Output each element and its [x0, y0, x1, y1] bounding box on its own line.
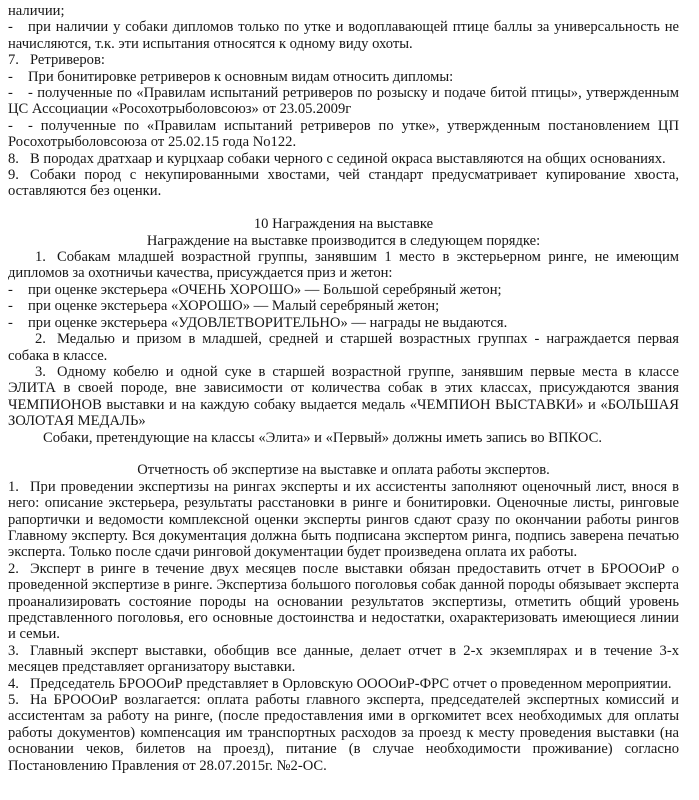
paragraph-text: При проведении экспертизы на рингах эксперты и их ассистенты заполняют оценочный лист, внося в него: описание экстерьера, результаты расстановки в ринге и бонитировки. Оценочные листы, ринговые рапортички и ведомости комплексной оценки эксперты рингов сдают сразу по окончании работы рингов Главному эксперту. Вся документация должна быть подписана экспертом ринга, подпись заверена печатью эксперта. Только после сдачи ринговой документации будет произведена оплата их работы. — [8, 478, 679, 561]
reporting-item-3 — [8, 643, 679, 676]
paragraph-text: при наличии у собаки дипломов только по утке и водоплавающей птице баллы за универсальность не начисляются, т.к. эти испытания относятся к одному виду охоты. — [8, 19, 679, 52]
paragraph-text: Главный эксперт выставки, обобщив все данные, делает отчет в 2-х экземплярах и в течение 3-х месяцев представляет организатору выставки. — [8, 642, 679, 676]
heading-text: 10 Награждения на выставке — [253, 216, 434, 233]
list-marker: 9. — [8, 167, 19, 184]
reporting-item-1 — [8, 479, 679, 561]
reporting-item-5 — [8, 692, 679, 774]
heading-text: Отчетность об экспертизе на выставке и оплата работы экспертов. — [137, 462, 550, 479]
paragraph-text: при оценке экстерьера «УДОВЛЕТВОРИТЕЛЬНО» — награды не выдаются. — [28, 314, 508, 331]
section-heading-reporting — [8, 462, 679, 478]
list-marker: - — [8, 19, 13, 36]
list-item-dash — [8, 282, 679, 298]
paragraph-text: При бонитировке ретриверов к основным видам относить дипломы: — [28, 68, 454, 85]
paragraph-text: На БРОООиР возлагается: оплата работы главного эксперта, председателей экспертных комиссий и ассистентам за работу на ринге, (после предоставления ими в оргкомитет всех необходимых для оплаты работы документов) компенсация им транспортных расходов за проезд к месту проведения выставки (на основании чеков, билетов на проезд), питание (в случае необходимости проживание) согласно Постановлению Правления от 28.07.2015г. №2-ОС. — [8, 692, 679, 774]
list-marker: - — [8, 314, 13, 331]
list-marker: - — [8, 117, 13, 134]
list-marker: - — [8, 68, 13, 85]
list-item-numbered-9 — [8, 167, 679, 200]
list-item-dash — [8, 19, 679, 52]
awards-item-1 — [8, 249, 679, 282]
list-marker: 3. — [35, 363, 46, 380]
list-marker: - — [8, 298, 13, 315]
reporting-item-4 — [8, 676, 679, 692]
paragraph-text: Председатель БРОООиР представляет в Орловскую ООООиР-ФРС отчет о проведенном мероприятии. — [30, 675, 672, 692]
paragraph-text: Собаки, претендующие на классы «Элита» и «Первый» должны иметь запись во ВПКОС. — [43, 429, 602, 446]
section-subheading-awards — [8, 233, 679, 249]
paragraph-text: Собаки пород с некупированными хвостами, чей стандарт предусматривает купирование хвоста, оставляются без оценки. — [8, 167, 679, 200]
list-item-numbered-7 — [8, 52, 679, 68]
paragraph-text: Медалью и призом в младшей, средней и старшей возрастных группах - награждается первая собака в классе. — [8, 331, 679, 364]
list-item-dash — [8, 315, 679, 331]
paragraph-text: Эксперт в ринге в течение двух месяцев после выставки обязан предоставить отчет в БРОООиР о проведенной экспертизе в ринге. Экспертиза большого поголовья собак данной породы обязывает эксперта проанализировать состояние породы на основании результатов экспертизы, отметить общий уровень представленного поголовья, его основные достоинства и недостатки, охарактеризовать имеющиеся линии и семьи. — [8, 560, 679, 643]
paragraph-text: Одному кобелю и одной суке в старшей возрастной группе, занявшим первые места в классе ЭЛИТА в своей породе, вне зависимости от количества собак в этих классах, присуждаются звания ЧЕМПИОНОВ выставки и на каждую собаку выдается медаль «ЧЕМПИОН ВЫСТАВКИ» и «БОЛЬШАЯ ЗОЛОТАЯ МЕДАЛЬ» — [8, 363, 679, 430]
blank-line — [8, 200, 679, 216]
list-marker: 2. — [8, 560, 19, 577]
awards-item-3 — [8, 364, 679, 430]
paragraph-vpkos-note — [8, 430, 679, 446]
list-item-dash — [8, 298, 679, 314]
list-marker: 2. — [35, 331, 46, 348]
heading-text: Награждение на выставке производится в следующем порядке: — [146, 232, 541, 249]
paragraph-text: В породах дратхаар и курцхаар собаки черного с сединой окраса выставляются на общих основаниях. — [30, 150, 666, 167]
reporting-item-2 — [8, 561, 679, 643]
awards-item-2 — [8, 331, 679, 364]
list-item-numbered-8 — [8, 151, 679, 167]
paragraph-text: наличии; — [8, 3, 65, 19]
list-marker: 1. — [8, 478, 19, 495]
list-marker: 7. — [8, 52, 19, 69]
list-marker: 1. — [35, 249, 46, 266]
list-marker: - — [8, 85, 13, 102]
blank-line — [8, 446, 679, 462]
paragraph-text: при оценке экстерьера «ОЧЕНЬ ХОРОШО» — Большой серебряный жетон; — [28, 281, 502, 298]
paragraph-text: при оценке экстерьера «ХОРОШО» — Малый серебряный жетон; — [28, 298, 440, 315]
list-item-dash-sub — [8, 85, 679, 118]
list-marker: 8. — [8, 150, 19, 167]
list-marker: - — [8, 281, 13, 298]
paragraph-text: - полученные по «Правилам испытаний ретриверов по утке», утвержденным постановлением ЦП Росохотрыболовсоюза от 25.02.15 года No122. — [8, 117, 679, 151]
paragraph-text: Собакам младшей возрастной группы, занявшим 1 место в экстерьерном ринге, не имеющим дипломов за охотничьи качества, присуждается приз и жетон: — [8, 249, 679, 282]
paragraph-text: Ретриверов: — [30, 52, 105, 69]
paragraph-text: - полученные по «Правилам испытаний ретриверов по розыску и подаче битой птицы», утвержденным ЦС Ассоциации «Росохотрыболовсоюз» от 23.05.2009г — [8, 85, 679, 118]
paragraph-continuation — [8, 3, 679, 19]
list-item-dash — [8, 69, 679, 85]
section-heading-awards — [8, 216, 679, 232]
list-marker: 5. — [8, 692, 19, 709]
list-item-dash-sub — [8, 118, 679, 151]
list-marker: 4. — [8, 675, 19, 692]
list-marker: 3. — [8, 642, 19, 659]
